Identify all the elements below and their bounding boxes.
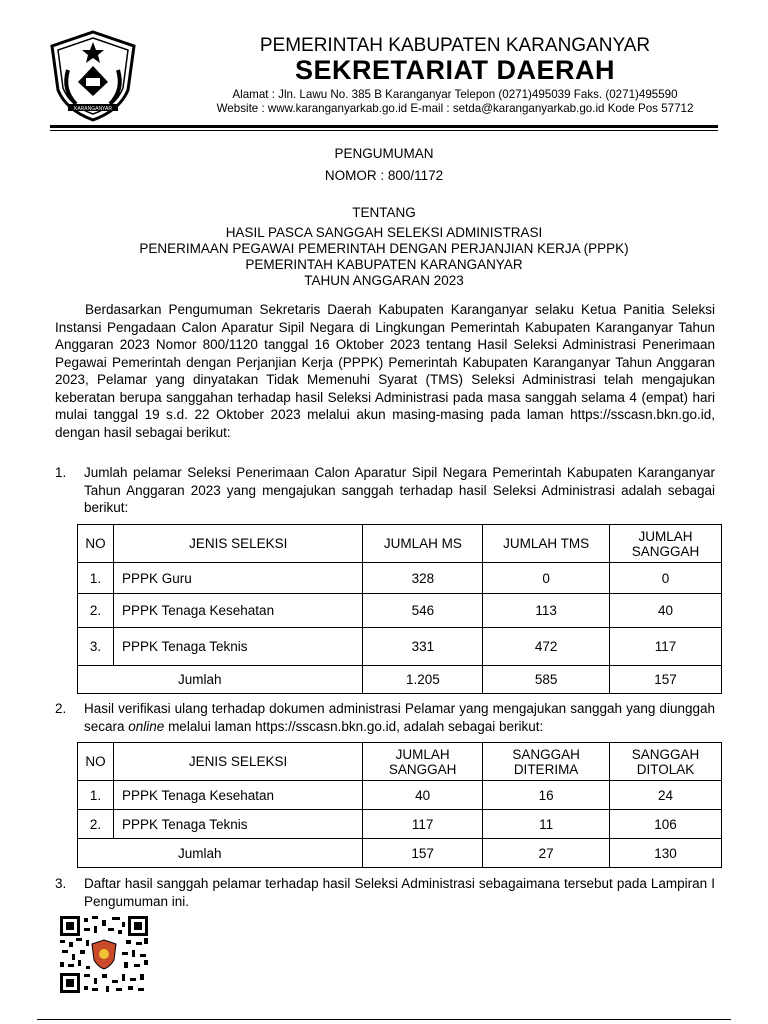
table-row	[78, 594, 722, 628]
table-cell: 117	[363, 810, 483, 839]
government-name: PEMERINTAH KABUPATEN KARANGANYAR	[259, 35, 651, 56]
table-cell: 585	[483, 666, 610, 694]
table-cell: Jumlah	[78, 666, 363, 694]
table-total-row	[78, 839, 722, 868]
table-header-cell: NO	[78, 743, 114, 781]
table-cell: 157	[363, 839, 483, 868]
table-cell: 24	[610, 781, 722, 810]
list-item	[55, 875, 715, 910]
table-header-cell: NO	[78, 525, 114, 563]
list-item	[55, 464, 715, 517]
department-name: SEKRETARIAT DAERAH	[294, 55, 615, 85]
table-cell: 27	[483, 839, 610, 868]
table-cell: 113	[483, 594, 610, 628]
announcement-number: NOMOR : 800/1172	[324, 168, 444, 183]
letterhead-divider-thin	[50, 130, 718, 131]
table-row	[78, 563, 722, 594]
table-cell: 1.	[78, 563, 114, 594]
list-item-text: Jumlah pelamar Seleksi Penerimaan Calon Aparatur Sipil Negara Pemerintah Kabupaten Karanganyar Tahun Anggaran 2023 yang mengajukan sanggah terhadap hasil Seleksi Administrasi adalah sebagai berikut:	[84, 465, 715, 515]
table-cell: 157	[609, 666, 721, 694]
list-item-text: Hasil verifikasi ulang terhadap dokumen administrasi Pelamar yang mengajukan sanggah yang diunggah secara online melalui laman https://sscasn.bkn.go.id, adalah sebagai berikut:	[84, 701, 715, 734]
regency-emblem-icon	[48, 30, 138, 122]
list-item-number: 1.	[55, 465, 67, 480]
table-cell: 2.	[78, 810, 114, 839]
table-header-cell: JUMLAH MS	[363, 525, 483, 563]
table-header-row	[78, 525, 722, 563]
table-cell: PPPK Tenaga Teknis	[113, 628, 363, 666]
website-line: Website : www.karanganyarkab.go.id E-mail : setda@karanganyarkab.go.id Kode Pos 57712	[216, 102, 694, 115]
table-row	[78, 628, 722, 666]
table-cell: 1.205	[363, 666, 483, 694]
announcement-title-line: PEMERINTAH KABUPATEN KARANGANYAR	[245, 257, 523, 272]
table-cell: PPPK Guru	[113, 563, 363, 594]
table-header-cell: JUMLAH TMS	[483, 525, 610, 563]
announcement-label: PENGUMUMAN	[334, 146, 434, 161]
table-header-cell: JENIS SELEKSI	[113, 525, 363, 563]
table-cell: 331	[363, 628, 483, 666]
table-cell: 11	[483, 810, 610, 839]
table-header-cell: SANGGAH DITOLAK	[610, 743, 722, 781]
table-total-row	[78, 666, 722, 694]
table-header-cell: JUMLAH SANGGAH	[363, 743, 483, 781]
table-cell: PPPK Tenaga Kesehatan	[113, 781, 362, 810]
address-line: Alamat : Jln. Lawu No. 385 B Karanganyar Telepon (0271)495039 Faks. (0271)495590	[232, 88, 678, 101]
list-item	[55, 700, 715, 735]
table-header-cell: SANGGAH DITERIMA	[483, 743, 610, 781]
objection-verification-table	[77, 742, 722, 868]
table-cell: 16	[483, 781, 610, 810]
list-item-number: 2.	[55, 701, 67, 716]
table-cell: 40	[363, 781, 483, 810]
table-row	[78, 810, 722, 839]
table-cell: 40	[609, 594, 721, 628]
table-cell: 106	[610, 810, 722, 839]
footer-divider	[37, 1019, 731, 1020]
table-row	[78, 781, 722, 810]
emblem-ribbon-text: KARANGANYAR	[74, 106, 112, 112]
table-cell: 328	[363, 563, 483, 594]
table-cell: 0	[609, 563, 721, 594]
table-header-cell: JENIS SELEKSI	[113, 743, 362, 781]
announcement-about: TENTANG	[352, 205, 416, 220]
table-cell: Jumlah	[78, 839, 363, 868]
objection-count-table	[77, 524, 722, 694]
table-cell: PPPK Tenaga Kesehatan	[113, 594, 363, 628]
table-header-row	[78, 743, 722, 781]
announcement-title-line: TAHUN ANGGARAN 2023	[304, 273, 464, 288]
table-cell: 546	[363, 594, 483, 628]
letterhead-divider-thick	[50, 125, 718, 128]
intro-paragraph: Berdasarkan Pengumuman Sekretaris Daerah Kabupaten Karanganyar selaku Ketua Panitia Seleksi Instansi Pengadaan Calon Aparatur Sipil Negara di Lingkungan Pemerintah Kabupaten Karanganyar Tahun Anggaran 2023 Nomor 800/1120 tanggal 16 Oktober 2023 tentang Hasil Seleksi Administrasi Penerimaan Pegawai Pemerintah dengan Perjanjian Kerja (PPPK) Pemerintah Kabupaten Karanganyar Tahun Anggaran 2023, Pelamar yang dinyatakan Tidak Memenuhi Syarat (TMS) Seleksi Administrasi telah mengajukan keberatan berupa sanggahan terhadap hasil Seleksi Administrasi pada masa sanggah selama 4 (empat) hari mulai tanggal 19 s.d. 22 Oktober 2023 melalui akun masing-masing pada laman https://sscasn.bkn.go.id, dengan hasil sebagai berikut:	[55, 302, 715, 440]
table-cell: 472	[483, 628, 610, 666]
list-item-number: 3.	[55, 876, 67, 891]
table-cell: 2.	[78, 594, 114, 628]
table-cell: PPPK Tenaga Teknis	[113, 810, 362, 839]
table-cell: 130	[610, 839, 722, 868]
table-header-cell: JUMLAH SANGGAH	[609, 525, 721, 563]
table-cell: 3.	[78, 628, 114, 666]
table-cell: 0	[483, 563, 610, 594]
table-cell: 117	[609, 628, 721, 666]
table-cell: 1.	[78, 781, 114, 810]
list-item-text: Daftar hasil sanggah pelamar terhadap hasil Seleksi Administrasi sebagaimana tersebut pada Lampiran I Pengumuman ini.	[84, 876, 715, 909]
qr-code-icon	[60, 916, 148, 993]
announcement-title-line: PENERIMAAN PEGAWAI PEMERINTAH DENGAN PERJANJIAN KERJA (PPPK)	[139, 241, 629, 256]
announcement-title-line: HASIL PASCA SANGGAH SELEKSI ADMINISTRASI	[225, 225, 543, 240]
